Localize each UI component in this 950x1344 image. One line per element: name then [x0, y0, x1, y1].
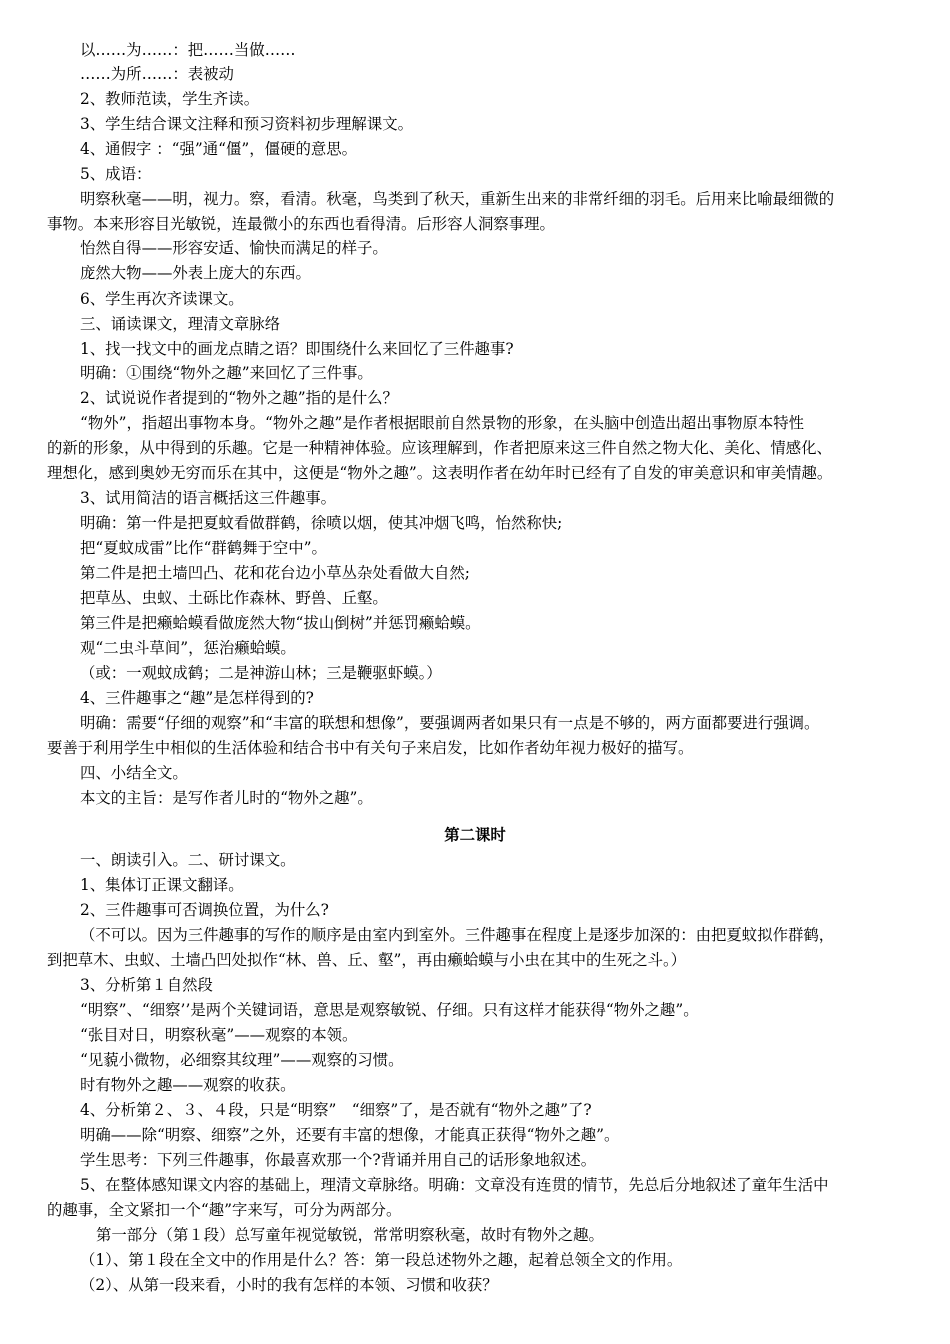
text-line: 一、朗读引入。二、研讨课文。 [80, 851, 296, 869]
text-line: 本文的主旨：是写作者儿时的“物外之趣”。 [80, 789, 373, 807]
text-line: 1、找一找文中的画龙点睛之语？即围绕什么来回忆了三件趣事? [80, 340, 514, 358]
text-line: 到把草木、虫蚁、土墙凸凹处拟作“林、兽、丘、壑”，再由癞蛤蟆与小虫在其中的生死之斗。） [47, 951, 687, 969]
text-line: （或：一观蚊成鹤；二是神游山林；三是鞭驱虾蟆。） [80, 664, 442, 682]
text-line: ……为所……：表被动 [80, 65, 234, 83]
text-line: （1）、第１段在全文中的作用是什么？答：第一段总述物外之趣，起着总领全文的作用。 [80, 1251, 683, 1269]
text-line: 3、试用简洁的语言概括这三件趣事。 [80, 489, 337, 507]
text-line: 5、在整体感知课文内容的基础上，理清文章脉络。明确：文章没有连贯的情节，先总后分地叙述了童年生活中 [80, 1176, 829, 1194]
text-line: （2）、从第一段来看，小时的我有怎样的本领、习惯和收获？ [80, 1276, 498, 1294]
text-line: “见藐小微物，必细察其纹理”——观察的习惯。 [80, 1051, 404, 1069]
text-line: 4、三件趣事之“趣”是怎样得到的? [80, 689, 314, 707]
text-line: 四、小结全文。 [80, 764, 188, 782]
text-line: 时有物外之趣——观察的收获。 [80, 1076, 296, 1094]
text-line: 学生思考：下列三件趣事，你最喜欢那一个?背诵并用自己的话形象地叙述。 [80, 1151, 597, 1169]
text-line: 2、三件趣事可否调换位置，为什么? [80, 901, 329, 919]
text-line: 明确：需要“仔细的观察”和“丰富的联想和想像”，要强调两者如果只有一点是不够的，两方面都要进行强调。 [80, 714, 820, 732]
text-line: 事物。本来形容目光敏锐，连最微小的东西也看得清。后形容人洞察事理。 [47, 215, 555, 233]
text-line: 3、分析第１自然段 [80, 976, 213, 994]
text-line: 理想化，感到奥妙无穷而乐在其中，这便是“物外之趣”。这表明作者在幼年时已经有了自发的审美意识和审美情趣。 [47, 464, 833, 482]
text-line: 观“二虫斗草间”，惩治癞蛤蟆。 [80, 639, 296, 657]
text-line: 庞然大物——外表上庞大的东西。 [80, 264, 311, 282]
text-line: 三、诵读课文，理清文章脉络 [80, 315, 281, 333]
text-line: 明确——除“明察、细察”之外，还要有丰富的想像，才能真正获得“物外之趣”。 [80, 1126, 620, 1144]
text-line: 4、通假字 ：“强”通“僵”，僵硬的意思。 [80, 140, 358, 158]
text-line: 的新的形象，从中得到的乐趣。它是一种精神体验。应该理解到，作者把原来这三件自然之物大化、美化、情感化、 [47, 439, 832, 457]
text-line: 把“夏蚊成雷”比作“群鹤舞于空中”。 [80, 539, 327, 557]
text-line: 4、分析第２、３、４段，只是“明察” “细察”了，是否就有“物外之趣”了? [80, 1101, 592, 1119]
text-line: “张目对日，明察秋毫”——观察的本领。 [80, 1026, 358, 1044]
text-line: 2、教师范读，学生齐读。 [80, 90, 260, 108]
text-line: “物外”，指超出事物本身。“物外之趣”是作者根据眼前自然景物的形象，在头脑中创造出超出事物原本特性 [80, 414, 805, 432]
text-line: 6、学生再次齐读课文。 [80, 290, 244, 308]
section-heading: 第二课时 [444, 826, 506, 844]
text-line: 要善于利用学生中相似的生活体验和结合书中有关句子来启发，比如作者幼年视力极好的描写。 [47, 739, 694, 757]
text-line: 5、成语： [80, 165, 152, 183]
text-line: 的趣事，全文紧扣一个“趣”字来写，可分为两部分。 [47, 1201, 402, 1219]
text-line: 明察秋毫——明，视力。察，看清。秋毫，鸟类到了秋天，重新生出来的非常纤细的羽毛。后用来比喻最细微的 [80, 190, 835, 208]
text-line: 1、集体订正课文翻译。 [80, 876, 244, 894]
text-line: “明察”、“细察’’是两个关键词语，意思是观察敏锐、仔细。只有这样才能获得“物外之趣”。 [80, 1001, 699, 1019]
text-line: 第二件是把土墙凹凸、花和花台边小草丛杂处看做大自然; [80, 564, 470, 582]
text-line: 怡然自得——形容安适、愉快而满足的样子。 [80, 239, 388, 257]
text-line: （不可以。因为三件趣事的写作的顺序是由室内到室外。三件趣事在程度上是逐步加深的：由把夏蚊拟作群鹤， [80, 926, 835, 944]
text-line: 把草丛、虫蚁、土砾比作森林、野兽、丘壑。 [80, 589, 388, 607]
text-line: 第一部分（第１段）总写童年视觉敏锐，常常明察秋毫，故时有物外之趣。 [96, 1226, 604, 1244]
text-line: 3、学生结合课文注释和预习资料初步理解课文。 [80, 115, 413, 133]
text-line: 2、试说说作者提到的“物外之趣”指的是什么？ [80, 389, 398, 407]
text-line: 明确：第一件是把夏蚊看做群鹤，徐喷以烟，使其冲烟飞鸣，怡然称快; [80, 514, 563, 532]
text-line: 第三件是把癞蛤蟆看做庞然大物“拔山倒树”并惩罚癞蛤蟆。 [80, 614, 481, 632]
text-line: 以……为……：把……当做…… [80, 41, 296, 59]
text-line: 明确：①围绕“物外之趣”来回忆了三件事。 [80, 364, 373, 382]
